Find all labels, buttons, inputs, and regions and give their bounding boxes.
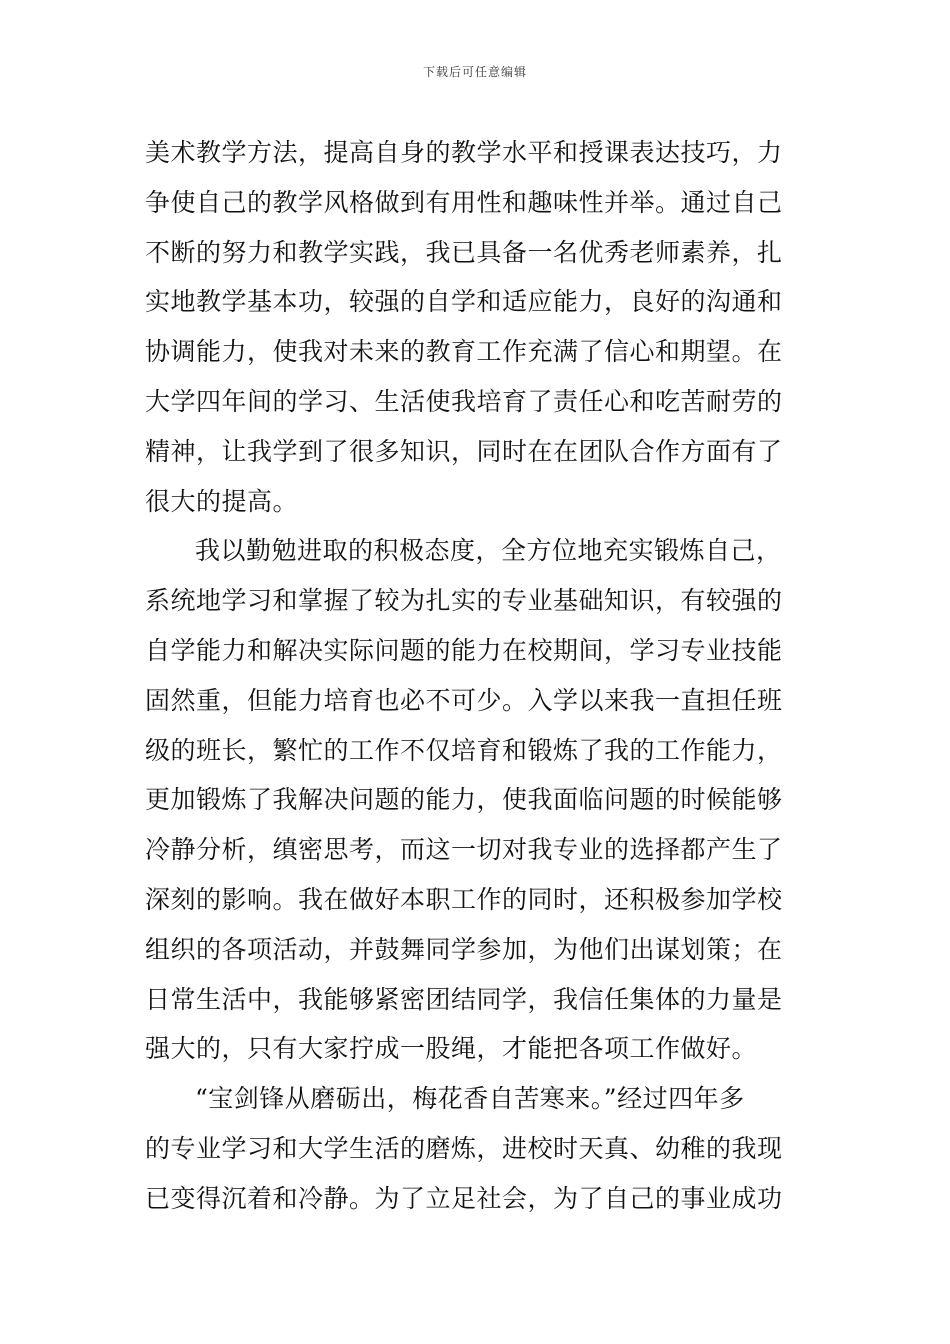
text-line: 争使自己的教学风格做到有用性和趣味性并举。通过自己 <box>145 187 783 217</box>
text-line: “宝剑锋从磨砺出，梅花香自苦寒来。”经过四年多 <box>195 1084 745 1114</box>
text-line: 固然重，但能力培育也必不可少。入学以来我一直担任班 <box>145 685 783 715</box>
text-line: 组织的各项活动，并鼓舞同学参加，为他们出谋划策；在 <box>145 934 783 964</box>
text-line: 我以勤勉进取的积极态度，全方位地充实锻炼自己， <box>195 536 782 566</box>
text-line: 协调能力，使我对未来的教育工作充满了信心和期望。在 <box>145 337 783 367</box>
document-body <box>145 128 810 1224</box>
text-line: 自学能力和解决实际问题的能力在校期间，学习专业技能 <box>145 635 783 665</box>
text-line: 系统地学习和掌握了较为扎实的专业基础知识，有较强的 <box>145 586 783 616</box>
text-line: 很大的提高。 <box>145 486 299 516</box>
text-line: 更加锻炼了我解决问题的能力，使我面临问题的时候能够 <box>145 785 783 815</box>
text-line: 不断的努力和教学实践，我已具备一名优秀老师素养，扎 <box>145 237 783 267</box>
paragraph-2 <box>145 526 810 1074</box>
text-line: 冷静分析，缜密思考，而这一切对我专业的选择都产生了 <box>145 835 783 865</box>
text-line: 日常生活中，我能够紧密团结同学，我信任集体的力量是 <box>145 984 783 1014</box>
text-line: 已变得沉着和冷静。为了立足社会，为了自己的事业成功 <box>145 1183 783 1213</box>
paragraph-3 <box>145 1074 810 1223</box>
text-line: 强大的，只有大家拧成一股绳，才能把各项工作做好。 <box>145 1034 758 1064</box>
text-line: 实地教学基本功，较强的自学和适应能力，良好的沟通和 <box>145 287 783 317</box>
text-line: 大学四年间的学习、生活使我培育了责任心和吃苦耐劳的 <box>145 386 783 416</box>
paragraph-1 <box>145 128 810 526</box>
text-line: 精神，让我学到了很多知识，同时在在团队合作方面有了 <box>145 436 783 466</box>
text-line: 级的班长，繁忙的工作不仅培育和锻炼了我的工作能力， <box>145 735 783 765</box>
page-header: 下载后可任意编辑 <box>422 65 527 79</box>
text-line: 美术教学方法，提高自身的教学水平和授课表达技巧，力 <box>145 138 783 167</box>
text-line: 深刻的影响。我在做好本职工作的同时，还积极参加学校 <box>145 884 783 914</box>
text-line: 的专业学习和大学生活的磨炼，进校时天真、幼稚的我现 <box>145 1133 783 1163</box>
